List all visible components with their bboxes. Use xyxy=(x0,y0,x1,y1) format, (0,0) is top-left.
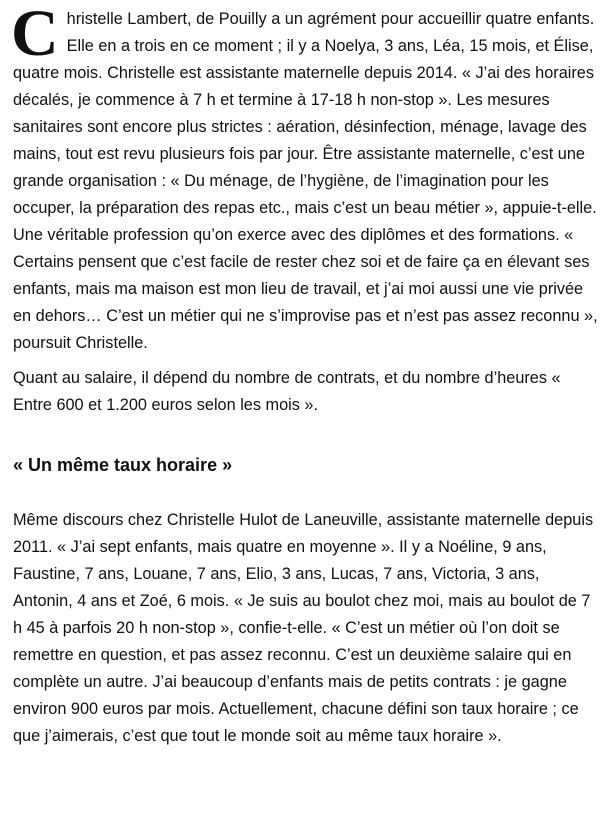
drop-cap: C xyxy=(11,0,59,70)
paragraph-intro-text: hristelle Lambert, de Pouilly a un agrément pour accueillir quatre enfants. Elle en a trois en ce moment ; il y a Noelya, 3 ans, Léa, 15 mois, et Élise, quatre mois. Christelle est assistante maternelle depuis 2014. « J’ai des horaires décalés, je commence à 7 h et termine à 17-18 h non-stop ». Les mesures sanitaires sont encore plus strictes : aération, désinfection, ménage, lavage des mains, tout est revu plusieurs fois par jour. Être assistante maternelle, c’est une grande organisation : « Du ménage, de l’hygiène, de l’imagination pour les occuper, la préparation des repas etc., mais c’est un beau métier », appuie-t-elle. Une véritable profession qu’on exerce avec des diplômes et des formations. « Certains pensent que c’est facile de rester chez soi et de faire ça en élevant ses enfants, mais ma maison est mon lieu de travail, et j’ai moi aussi une vie privée en dehors… C’est un métier qui ne s’improvise pas et n’est pas assez reconnu », poursuit Christelle. xyxy=(13,10,598,352)
article-body xyxy=(11,0,598,758)
paragraph-intro xyxy=(11,0,598,357)
paragraph-salary: Quant au salaire, il dépend du nombre de contrats, et du nombre d’heures « Entre 600 et 1.200 euros selon les mois ». xyxy=(13,369,561,414)
paragraph-second-testimony: Même discours chez Christelle Hulot de Laneuville, assistante maternelle depuis 2011. « J’ai sept enfants, mais quatre en moyenne ». Il y a Noéline, 9 ans, Faustine, 7 ans, Louane, 7 ans, Elio, 3 ans, Lucas, 7 ans, Victoria, 3 ans, Antonin, 4 ans et Zoé, 6 mois. « Je suis au boulot chez moi, mais au boulot de 7 h 45 à parfois 20 h non-stop », confie-t-elle. « C’est un métier où l’on doit se remettre en question, et pas assez reconnu. C’est un deuxième salaire qui en complète un autre. J’ai beaucoup d’enfants mais de petits contrats : je gagne environ 900 euros par mois. Actuellement, chacune défini son taux horaire ; ce que j’aimerais, c’est que tout le monde soit au même taux horaire ». xyxy=(13,511,594,745)
section-subheading: « Un même taux horaire » xyxy=(13,455,233,475)
